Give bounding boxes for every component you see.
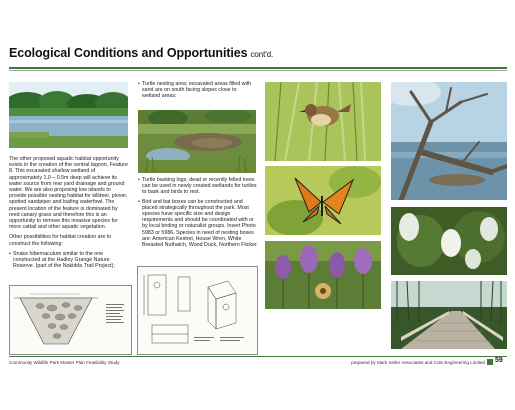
col1-bullet-list xyxy=(9,251,129,270)
hibernaculum-sketch xyxy=(9,285,132,355)
bird-bat-boxes-bullet: • Bird and bat boxes can be constructed and placed strategically throughout the park. Most species have specific size and design requirements and should be coordinated with or by local birding or naturalist groups. Insert Photo 5983 or 5986. Species in need of nesting boxes are: American Kestrel, House Wren, White Breasted Nuthatch, Wood Duck, Northern Flicker. xyxy=(138,199,258,249)
page-number: 59 xyxy=(495,357,503,364)
header-rule-gray xyxy=(9,70,507,71)
monarch-butterfly-photo xyxy=(265,166,381,235)
dead-tree-wetland-photo xyxy=(391,82,507,200)
milkweed-photo xyxy=(391,207,507,275)
footer-credits: prepared by Mark Seiler Associates and Cole Engineering Limited xyxy=(351,360,485,365)
birdhouse-sketch xyxy=(137,266,258,355)
boardwalk-photo xyxy=(391,281,507,349)
header-rule-green xyxy=(9,67,507,69)
col1-text xyxy=(9,156,129,272)
col2-bottom-bullet-list xyxy=(138,177,258,248)
page-marker-square xyxy=(487,359,493,365)
page-title-suffix: cont'd. xyxy=(250,50,274,59)
lupine-flowers-photo xyxy=(265,241,381,309)
col2-bottom-text xyxy=(138,177,258,251)
snake-hibernaculum-bullet: • Snake hibernaculum similar to the one constructed at the Hadley Grange Nature Reserve. (part of the Nokidda Trail Project); xyxy=(9,251,129,270)
footer-rule xyxy=(9,356,507,357)
turtle-basking-bullet: • Turtle basking logs; dead or recently felled trees can be used in newly created wetlands for turtles to bask and birds to rest. xyxy=(138,177,258,196)
page-title-text: Ecological Conditions and Opportunities cont'd. xyxy=(9,46,274,60)
lagoon-photo xyxy=(9,82,128,148)
page-title xyxy=(9,44,273,62)
habitat-intro-paragraph: Other possibilities for habitat creation are to construct the following: xyxy=(9,234,112,247)
col2-top-text xyxy=(138,81,256,103)
turtle-nesting-bullet: • Turtle nesting area; excavated areas filled with sand are on south facing slopes close to wetland areas; xyxy=(138,81,256,100)
wetland-photo xyxy=(138,110,256,173)
lagoon-paragraph: The other proposed aquatic habitat opportunity exists in the creation of the central lagoon, Feature 8. This excavated shallow wetland of approximately 1.0 – 0.5m deep will achieve its water source from rear yard drainage and ground water. We are also proposing low islands to provide possible nesting habitat for killdeer, plover, spotted sandpiper and loafing waterfowl. The present location of the feature is dominated by reed canary grass and therefore this is an opportunity to remove this invasive species for more cattail and other aquatic vegetation. xyxy=(9,156,128,231)
wren-photo xyxy=(265,82,381,161)
col2-top-bullet-list xyxy=(138,81,256,100)
footer-document-title: Community Wildlife Park Master Plan Feasibility Study xyxy=(9,360,120,365)
